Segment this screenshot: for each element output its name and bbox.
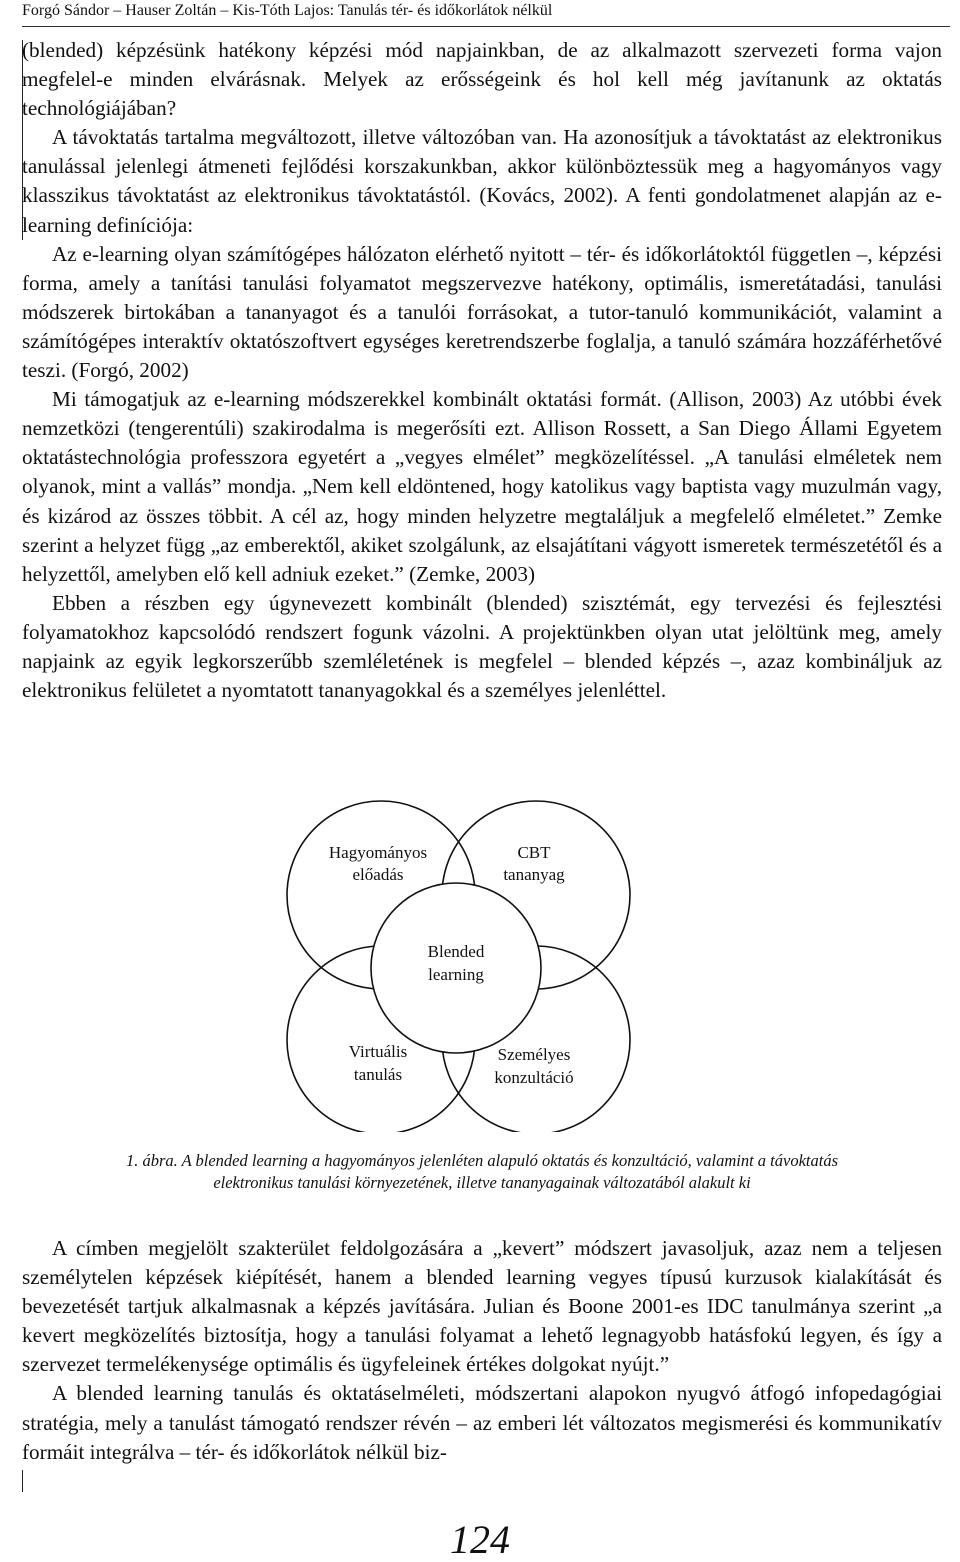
caption-line: elektronikus tanulási környezetének, illetve tananyagainak változatából alakult ki	[213, 1173, 751, 1192]
label-blended-2: learning	[428, 965, 484, 984]
paragraph: Ebben a részben egy úgynevezett kombinált (blended) szisztémát, egy tervezési és fejlesztési folyamatokhoz kapcsolódó rendszert fogunk vázolni. A projektünkben olyan utat jelöltünk meg, amely napjaink az egyik legkorszerűbb szemléletének is megfelel – blended képzés –, azaz kombináljuk az elektronikus felületet a nyomtatott tananyagokkal és a személyes jelenléttel.	[22, 590, 942, 703]
label-hagyomanyos-1: Hagyományos	[328, 843, 428, 862]
label-szemelyes-1: Személyes	[497, 1045, 571, 1064]
label-virtualis-2: tanulás	[353, 1065, 403, 1084]
figure-caption	[22, 1150, 942, 1194]
label-cbt-2: tananyag	[503, 865, 565, 884]
label-hagyomanyos-2: előadás	[352, 865, 404, 884]
venn-diagram	[256, 800, 696, 1132]
label-virtualis-1: Virtuális	[348, 1042, 408, 1061]
page-number: 124	[450, 1517, 510, 1562]
paragraph: Mi támogatjuk az e-learning módszerekkel kombinált oktatási formát. (Allison, 2003) Az utóbbi évek nemzetközi (tengerentúli) szakirodalma is megerősíti ezt. Allison Rossett, a San Diego Állami Egyetem oktatástechnológia professzora egyetért a „vegyes elmélet” megközelítéssel. „A tanulási elméletek nem olyanok, mint a vallás” mondja. „Nem kell eldöntened, hogy katolikus vagy baptista vagy muzulmán vagy, és kizárod az összes többit. A cél az, hogy minden helyzetre megtaláljuk a megfelelő elméletet.” Zemke szerint a helyzet függ „az emberektől, akiket szolgálunk, az elsajátítani vágyott ismeretek természetétől és a helyzettől, amelyben elő kell adniuk ezeket.” (Zemke, 2003)	[22, 387, 942, 586]
label-blended-1: Blended	[427, 942, 485, 961]
caption-line: 1. ábra. A blended learning a hagyományos jelenléten alapuló oktatás és konzultáció, valamint a távoktatás	[126, 1151, 838, 1170]
paragraph: A blended learning tanulás és oktatáselméleti, módszertani alapokon nyugvó átfogó infopedagógiai stratégia, mely a tanulást támogató rendszer révén – az emberi lét változatos megismerési és kommunikatív formáit integrálva – tér- és időkorlátok nélkül biz-	[22, 1381, 942, 1464]
running-title: Forgó Sándor – Hauser Zoltán – Kis-Tóth Lajos: Tanulás tér- és időkorlátok nélkül	[22, 2, 553, 19]
margin-rule	[22, 1470, 23, 1492]
paragraph: (blended) képzésünk hatékony képzési mód napjainkban, de az alkalmazott szervezeti forma vajon megfelel-e minden elvárásnak. Melyek az erősségeink és hol kell még javítanunk az oktatás technológiájában?	[22, 38, 942, 121]
body-text-top	[22, 36, 942, 705]
paragraph: Az e-learning olyan számítógépes hálózaton elérhető nyitott – tér- és időkorlátoktól független –, képzési forma, amely a tanítási tanulási folyamatot megszervezve hatékony, optimális, ismeretátadási, tanulási módszerek birtokában a tananyagot és a tanulói forrásokat, a tutor-tanuló kommunikációt, valamint a számítógépes interaktív oktatószoftvert egységes keretrendszerbe foglalja, a tanuló számára hozzáférhetővé teszi. (Forgó, 2002)	[22, 241, 942, 383]
label-szemelyes-2: konzultáció	[494, 1068, 574, 1087]
running-header	[22, 0, 950, 27]
body-text-bottom	[22, 1234, 942, 1467]
label-cbt-1: CBT	[517, 843, 551, 862]
paragraph: A távoktatás tartalma megváltozott, illetve változóban van. Ha azonosítjuk a távoktatást az elektronikus tanulással jelenlegi átmeneti fejlődési korszakunkban, akkor különböztessük meg a hagyományos vagy klasszikus távoktatást az elektronikus távoktatástól. (Kovács, 2002). A fenti gondolatmenet alapján az e-learning definíciója:	[22, 125, 942, 237]
paragraph: A címben megjelölt szakterület feldolgozására a „kevert” módszert javasoljuk, azaz nem a teljesen személytelen képzések kiépítését, hanem a blended learning vegyes típusú kurzusok kialakítását és bevezetését tartjuk alkalmasnak a képzés javítására. Julian és Boone 2001-es IDC tanulmánya szerint „a kevert megközelítés biztosítja, hogy a tanulási folyamat a lehető legnagyobb hatásfokú legyen, és így a szervezet termelékenysége optimális és ügyfeleinek értékes dolgokat nyújt.”	[22, 1236, 942, 1377]
